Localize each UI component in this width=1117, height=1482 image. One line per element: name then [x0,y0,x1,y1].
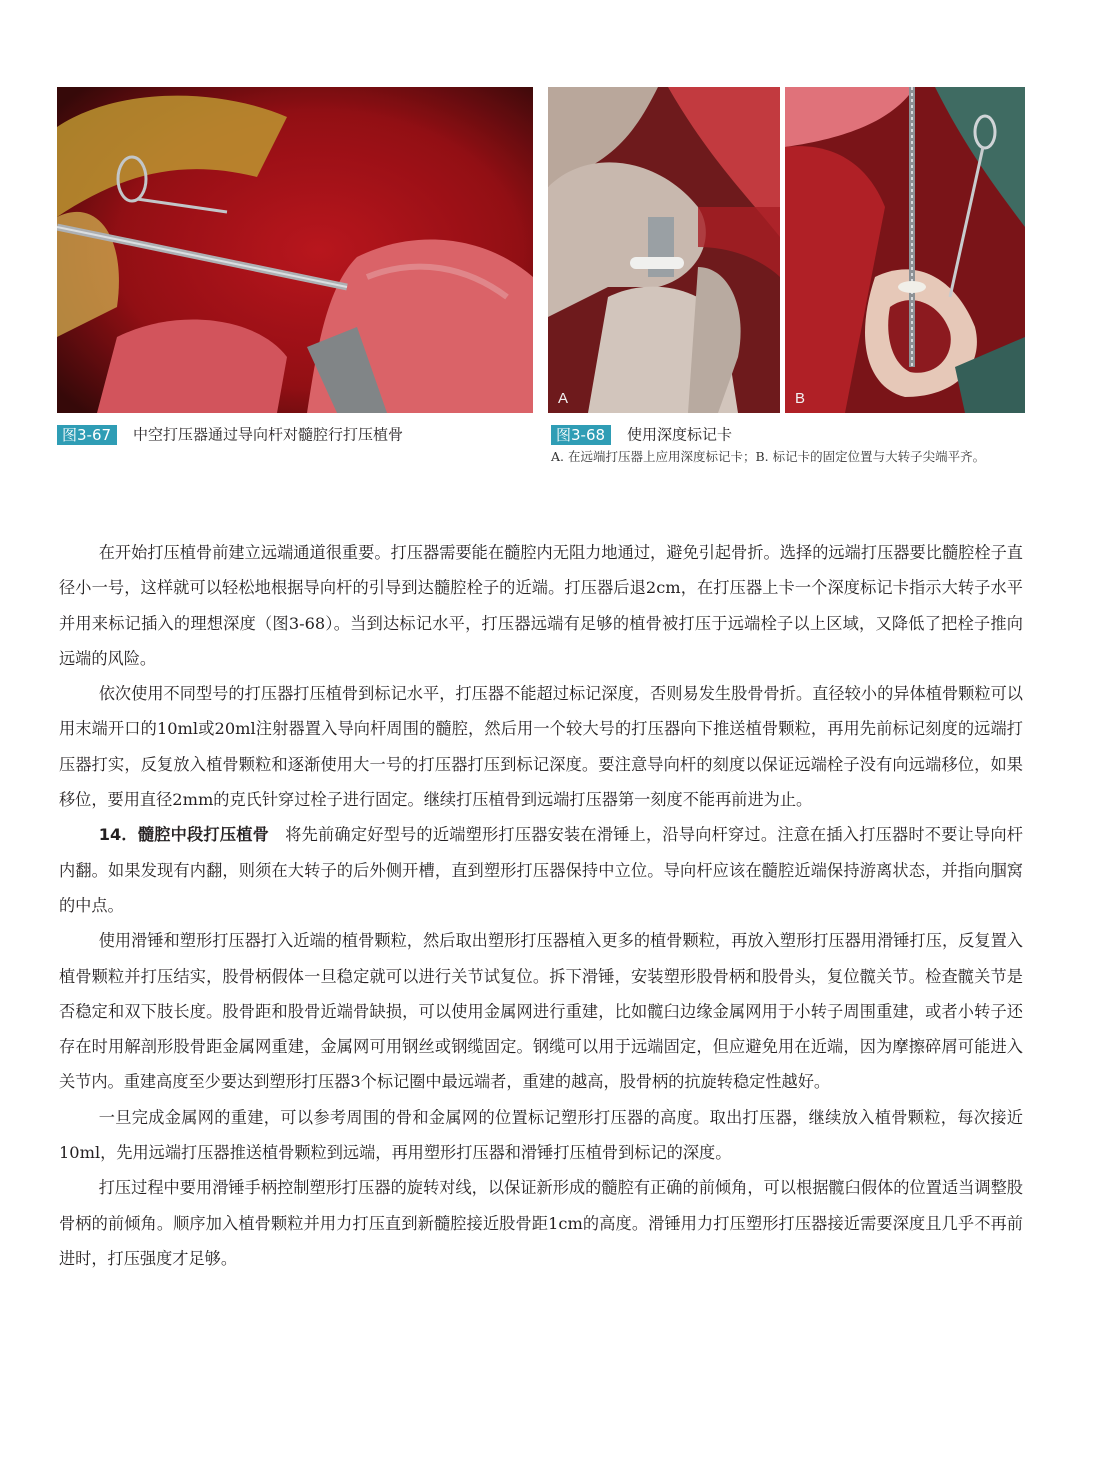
figure-number-badge: 图3-68 [551,425,611,445]
paragraph: 打压过程中要用滑锤手柄控制塑形打压器的旋转对线，以保证新形成的髓腔有正确的前倾角，可以根据髋臼假体的位置适当调整股骨柄的前倾角。顺序加入植骨颗粒并用力打压直到新髓腔接近股骨距1cm的高度。滑锤用力打压塑形打压器接近需要深度且几乎不再前进时，打压强度才足够。 [59,1178,1023,1268]
figure-number-badge: 图3-67 [57,425,117,445]
paragraph: 一旦完成金属网的重建，可以参考周围的骨和金属网的位置标记塑形打压器的高度。取出打压器，继续放入植骨颗粒，每次接近10ml，先用远端打压器推送植骨颗粒到远端，再用塑形打压器和滑锤打压植骨到标记的深度。 [59,1107,1023,1163]
figure-3-67-photo [57,87,533,413]
figure-3-68-panel-b-photo [785,87,1025,413]
section-heading: 14．髓腔中段打压植骨 [98,825,270,845]
paragraph-with-heading [59,817,1023,923]
panel-label-a: A [558,390,569,407]
paragraph-text: 将先前确定好型号的近端塑形打压器安装在滑锤上，沿导向杆穿过。注意在插入打压器时不要让导向杆内翻。如果发现有内翻，则须在大转子的后外侧开槽，直到塑形打压器保持中立位。导向杆应该在髓腔近端保持游离状态，并指向腘窝的中点。 [59,825,1023,915]
paragraph: 使用滑锤和塑形打压器打入近端的植骨颗粒，然后取出塑形打压器植入更多的植骨颗粒，再放入塑形打压器用滑锤打压，反复置入植骨颗粒并打压结实，股骨柄假体一旦稳定就可以进行关节试复位。拆下滑锤，安装塑形股骨柄和股骨头，复位髋关节。检查髋关节是否稳定和双下肢长度。股骨距和股骨近端骨缺损，可以使用金属网进行重建，比如髋臼边缘金属网用于小转子周围重建，或者小转子还存在时用解剖形股骨距金属网重建，金属网可用钢丝或钢缆固定。钢缆可以用于远端固定，但应避免用在近端，因为摩擦碎屑可能进入关节内。重建高度至少要达到塑形打压器3个标记圈中最远端者，重建的越高，股骨柄的抗旋转稳定性越好。 [59,931,1023,1092]
figure-title: 中空打压器通过导向杆对髓腔行打压植骨 [133,425,404,444]
paragraph: 依次使用不同型号的打压器打压植骨到标记水平，打压器不能超过标记深度，否则易发生股骨骨折。直径较小的异体植骨颗粒可以用末端开口的10ml或20ml注射器置入导向杆周围的髓腔，然后用一个较大号的打压器向下推送植骨颗粒，再用先前标记刻度的远端打压器打实，反复放入植骨颗粒和逐渐使用大一号的打压器打压到标记深度。要注意导向杆的刻度以保证远端栓子没有向远端移位，如果移位，要用直径2mm的克氏针穿过栓子进行固定。继续打压植骨到远端打压器第一刻度不能再前进为止。 [59,684,1023,810]
figure-3-67-caption [57,424,403,445]
figure-3-68-caption [551,424,732,445]
body-text [59,535,1023,1276]
figure-title: 使用深度标记卡 [627,425,733,444]
panel-label-b: B [795,390,806,407]
figure-3-68-subcaption: A. 在远端打压器上应用深度标记卡；B. 标记卡的固定位置与大转子尖端平齐。 [551,449,986,464]
paragraph: 在开始打压植骨前建立远端通道很重要。打压器需要能在髓腔内无阻力地通过，避免引起骨折。选择的远端打压器要比髓腔栓子直径小一号，这样就可以轻松地根据导向杆的引导到达髓腔栓子的近端。打压器后退2cm，在打压器上卡一个深度标记卡指示大转子水平并用来标记插入的理想深度（图3-68）。当到达标记水平，打压器远端有足够的植骨被打压于远端栓子以上区域，又降低了把栓子推向远端的风险。 [59,543,1023,668]
figure-3-68-panel-a-photo [548,87,780,413]
